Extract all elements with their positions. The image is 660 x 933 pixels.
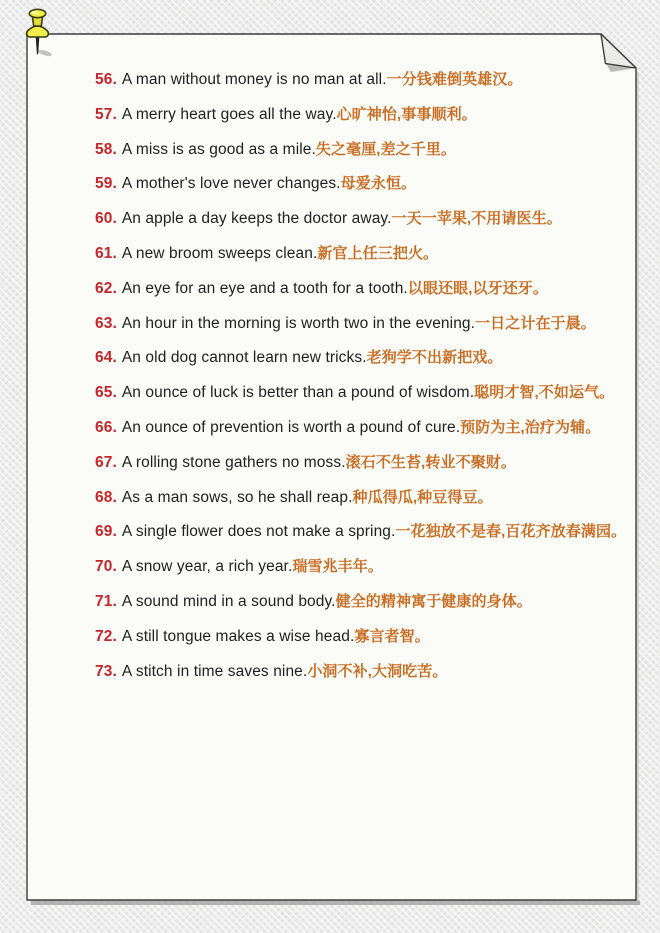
english-text: An ounce of luck is better than a pound of wisdom.	[121, 384, 475, 402]
proverb-item	[35, 655, 630, 690]
item-number: 65.	[95, 384, 117, 402]
english-text: As a man sows, so he shall reap.	[121, 488, 353, 506]
chinese-translation: 一花独放不是春,百花齐放春满园。	[395, 523, 627, 541]
item-number: 69.	[95, 523, 117, 541]
chinese-translation: 种瓜得瓜,种豆得豆。	[352, 488, 493, 506]
item-number: 72.	[95, 627, 117, 645]
proverb-item	[35, 481, 630, 516]
english-text: A new broom sweeps clean.	[121, 244, 318, 262]
english-text: A rolling stone gathers no moss.	[121, 453, 346, 471]
proverb-item	[35, 515, 630, 550]
item-number: 73.	[95, 662, 117, 680]
proverb-item	[35, 63, 630, 98]
item-number: 58.	[95, 140, 117, 158]
proverb-item	[35, 202, 630, 237]
chinese-translation: 聪明才智,不如运气。	[474, 384, 615, 402]
proverb-item	[35, 550, 630, 585]
item-number: 57.	[95, 105, 117, 123]
chinese-translation: 一天一苹果,不用请医生。	[391, 210, 562, 228]
chinese-translation: 心旷神怡,事事顺利。	[336, 105, 477, 123]
item-number: 59.	[95, 175, 117, 193]
english-text: A still tongue makes a wise head.	[121, 627, 355, 645]
english-text: A mother's love never changes.	[121, 175, 341, 193]
item-number: 70.	[95, 558, 117, 576]
paper-right-shadow	[637, 72, 640, 901]
proverb-item	[35, 167, 630, 202]
english-text: An old dog cannot learn new tricks.	[121, 349, 367, 367]
chinese-translation: 以眼还眼,以牙还牙。	[407, 279, 549, 297]
chinese-translation: 滚石不生苔,转业不聚财。	[345, 453, 516, 471]
item-number: 71.	[95, 592, 117, 610]
chinese-translation: 预防为主,治疗为辅。	[460, 418, 601, 436]
proverb-item	[35, 376, 630, 411]
chinese-translation: 老狗学不出新把戏。	[366, 349, 503, 367]
english-text: A single flower does not make a spring.	[121, 523, 396, 541]
item-number: 60.	[95, 210, 117, 228]
proverb-item	[35, 620, 630, 655]
english-text: A stitch in time saves nine.	[121, 662, 308, 680]
item-number: 67.	[95, 453, 117, 471]
english-text: An hour in the morning is worth two in the evening.	[121, 314, 476, 332]
english-text: A snow year, a rich year.	[121, 558, 293, 576]
proverb-list	[27, 63, 636, 689]
proverb-item	[35, 446, 630, 481]
chinese-translation: 一日之计在于晨。	[475, 314, 596, 332]
english-text: An eye for an eye and a tooth for a tooth.	[121, 279, 408, 297]
proverb-item	[35, 585, 630, 620]
proverb-item	[35, 133, 630, 168]
proverb-item	[35, 341, 630, 376]
chinese-translation: 健全的精神寓于健康的身体。	[335, 592, 532, 610]
chinese-translation: 小洞不补,大洞吃苦。	[307, 662, 448, 680]
proverb-item	[35, 411, 630, 446]
english-text: A man without money is no man at all.	[121, 71, 387, 88]
item-number: 64.	[95, 349, 117, 367]
chinese-translation: 失之毫厘,差之千里。	[315, 140, 457, 158]
proverb-item	[35, 98, 630, 133]
proverb-item	[35, 237, 630, 272]
proverb-item	[35, 307, 630, 342]
english-text: A merry heart goes all the way.	[121, 105, 337, 123]
chinese-translation: 一分钱难倒英雄汉。	[386, 71, 523, 88]
english-text: An ounce of prevention is worth a pound of cure.	[121, 418, 461, 436]
proverb-item	[35, 272, 630, 307]
item-number: 63.	[95, 314, 117, 332]
chinese-translation: 母爱永恒。	[340, 175, 417, 193]
english-text: A miss is as good as a mile.	[121, 140, 316, 158]
chinese-translation: 瑞雪兆丰年。	[292, 558, 383, 576]
item-number: 68.	[95, 488, 117, 506]
chinese-translation: 寡言者智。	[354, 627, 430, 645]
english-text: A sound mind in a sound body.	[121, 592, 336, 610]
paper-bottom-shadow	[31, 901, 640, 906]
chinese-translation: 新官上任三把火。	[317, 244, 439, 262]
item-number: 56.	[95, 71, 117, 88]
item-number: 66.	[95, 418, 117, 436]
english-text: An apple a day keeps the doctor away.	[121, 210, 392, 228]
item-number: 62.	[95, 279, 117, 297]
item-number: 61.	[95, 244, 117, 262]
